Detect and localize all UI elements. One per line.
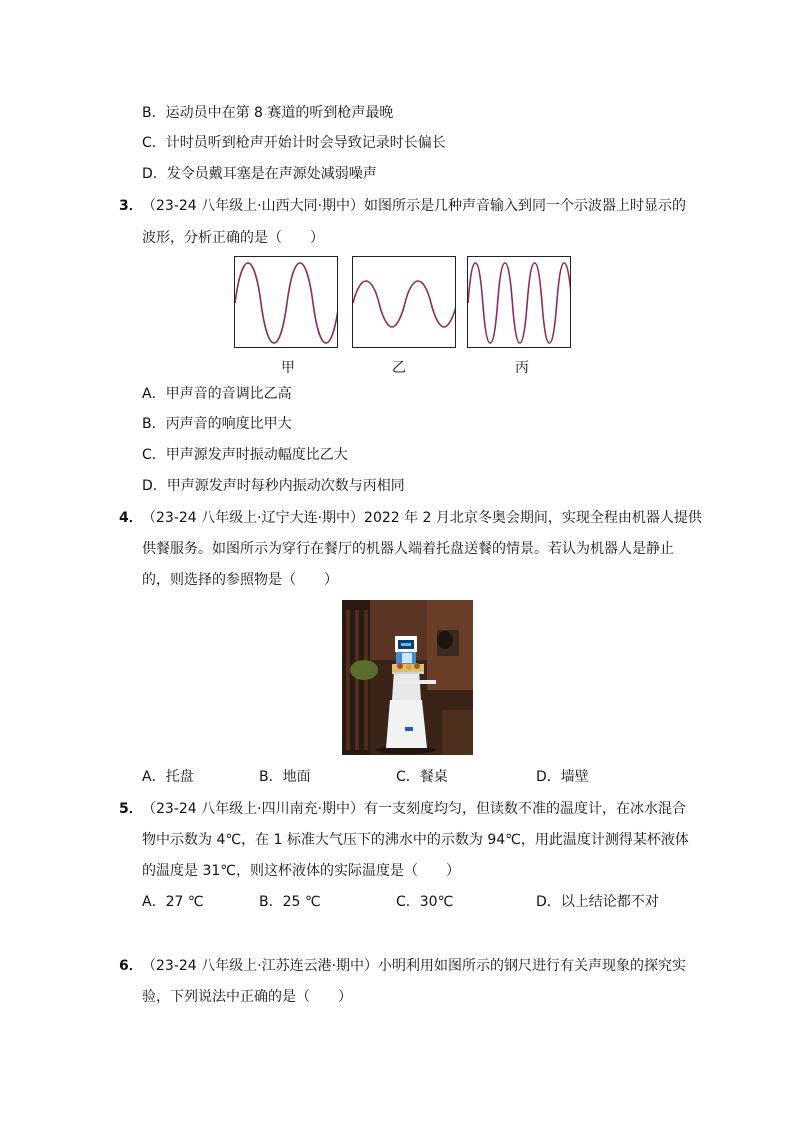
- q3-number: 3．: [119, 198, 143, 214]
- q3-stem-line2: 波形，分析正确的是（ ）: [142, 230, 324, 246]
- q2-option-d: D．发令员戴耳塞是在声源处减弱噪声: [142, 166, 377, 182]
- q4-choice-b: B．地面: [259, 769, 311, 785]
- q6-number: 6．: [119, 958, 143, 974]
- q5-choice-c: C．30℃: [396, 894, 454, 910]
- waveform-label-bing: 丙: [515, 360, 529, 376]
- q4-choice-c: C．餐桌: [396, 769, 448, 785]
- q5-choice-a: A．27 ℃: [142, 894, 204, 910]
- q5-number: 5．: [119, 801, 143, 817]
- waveform-bing: [467, 256, 571, 348]
- q3-option-b: B．丙声音的响度比甲大: [142, 416, 292, 432]
- robot-waiter-photo: [342, 600, 473, 755]
- q3-option-c: C．甲声源发声时振动幅度比乙大: [142, 447, 348, 463]
- q4-choice-d: D．墙壁: [536, 769, 589, 785]
- waveform-yi: [352, 256, 456, 348]
- q2-option-b: B．运动员中在第 8 赛道的听到枪声最晚: [142, 105, 394, 121]
- q5-stem-line3: 的温度是 31℃，则这杯液体的实际温度是（ ）: [142, 863, 460, 879]
- q5-stem-line2: 物中示数为 4℃，在 1 标准大气压下的沸水中的示数为 94℃，用此温度计测得某杯液体: [142, 832, 689, 848]
- waveform-label-jia: 甲: [281, 360, 295, 376]
- waveform-bing-curve: [468, 263, 571, 343]
- q6-stem-line2: 验，下列说法中正确的是（ ）: [142, 989, 352, 1005]
- q5-choice-b: B．25 ℃: [259, 894, 321, 910]
- q4-number: 4．: [119, 510, 143, 526]
- q5-stem-line1: （23-24 八年级上·四川南充·期中）有一支刻度均匀，但读数不准的温度计，在冰水混合: [142, 801, 687, 817]
- q3-option-d: D．甲声源发声时每秒内振动次数与丙相同: [142, 478, 405, 494]
- q3-stem-line1: （23-24 八年级上·山西大同·期中）如图所示是几种声音输入到同一个示波器上时显示的: [142, 198, 687, 214]
- waveform-jia-curve: [235, 263, 338, 343]
- q5-choice-d: D．以上结论都不对: [536, 894, 659, 910]
- waveform-yi-curve: [353, 281, 456, 327]
- q2-option-c: C．计时员听到枪声开始计时会导致记录时长偏长: [142, 135, 446, 151]
- q3-option-a: A．甲声音的音调比乙高: [142, 386, 292, 402]
- q4-choice-a: A．托盘: [142, 769, 194, 785]
- q6-stem-line1: （23-24 八年级上·江苏连云港·期中）小明利用如图所示的钢尺进行有关声现象的探究实: [142, 958, 687, 974]
- q4-stem-line2: 供餐服务。如图所示为穿行在餐厅的机器人端着托盘送餐的情景。若认为机器人是静止: [142, 541, 674, 557]
- waveform-label-yi: 乙: [392, 360, 406, 376]
- q4-stem-line1: （23-24 八年级上·辽宁大连·期中）2022 年 2 月北京冬奥会期间，实现全程由机器人提供: [142, 510, 702, 526]
- q4-stem-line3: 的，则选择的参照物是（ ）: [142, 572, 338, 588]
- waveform-jia: [234, 256, 338, 348]
